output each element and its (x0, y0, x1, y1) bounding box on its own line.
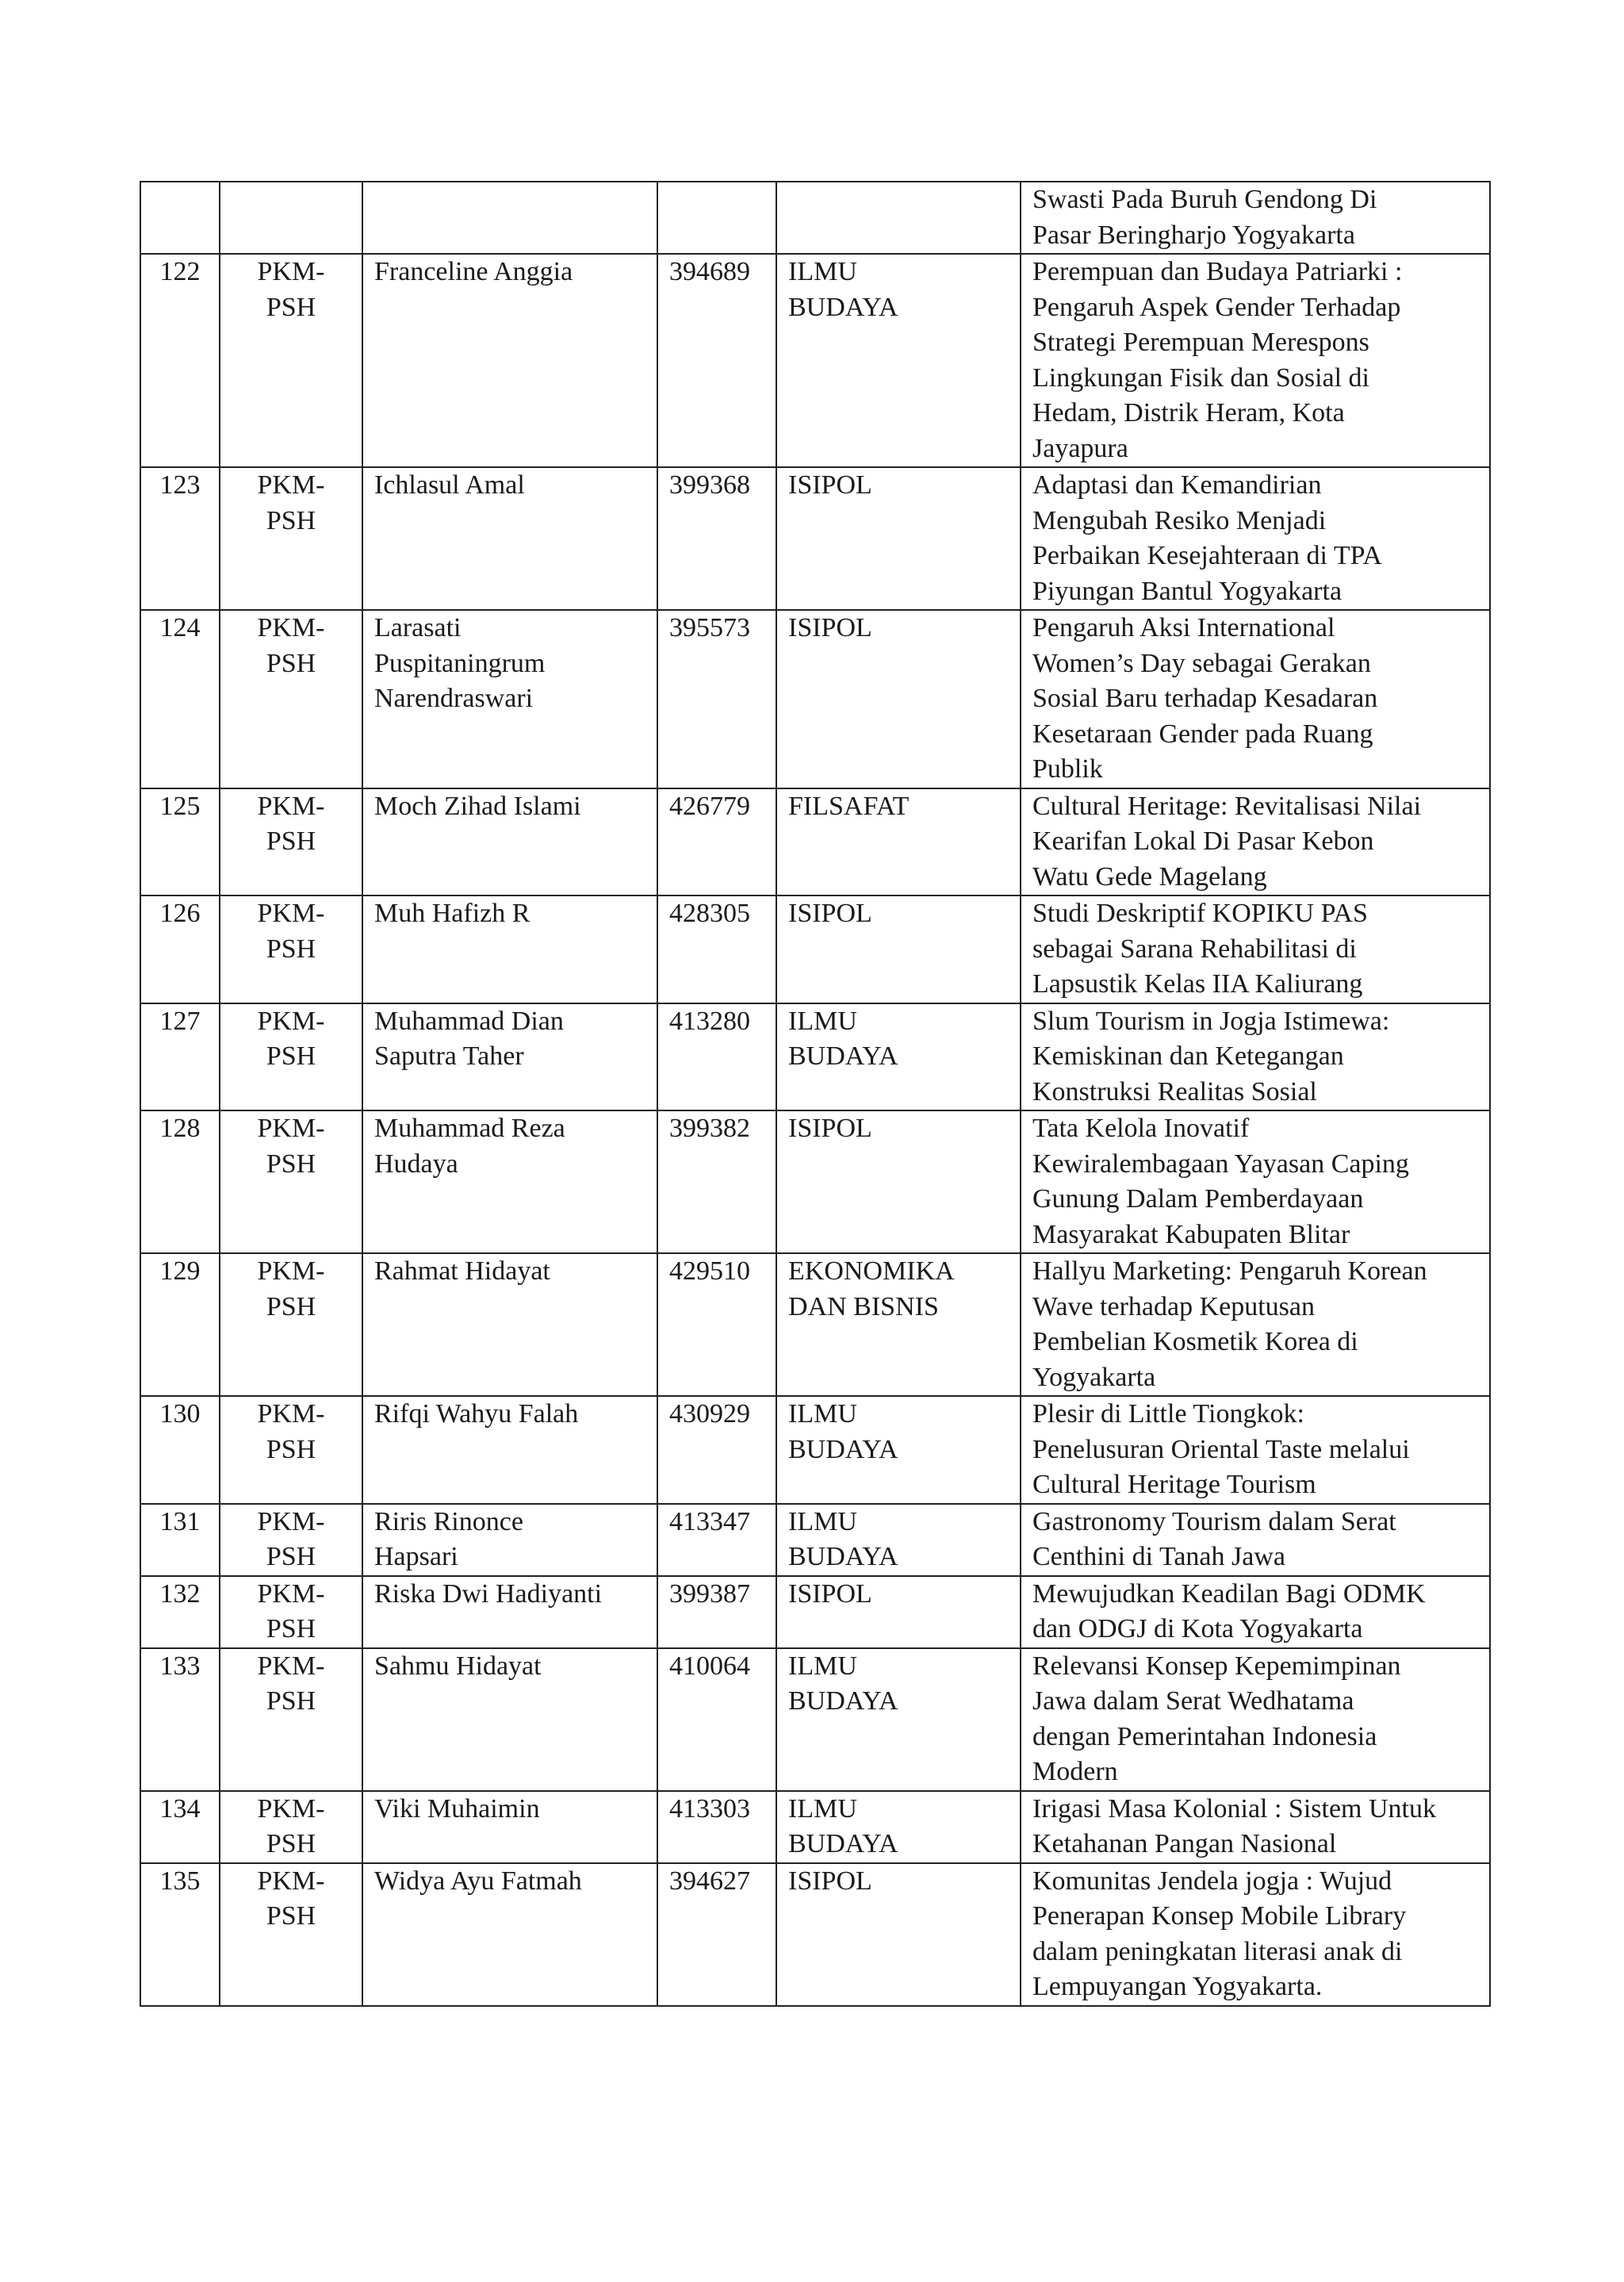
faculty-cell: ILMU BUDAYA (776, 1648, 1021, 1791)
proposal-title-cell: Adaptasi dan Kemandirian Mengubah Resiko Menjadi Perbaikan Kesejahteraan di TPA Piyungan Bantul Yogyakarta (1021, 467, 1490, 610)
row-number-cell: 124 (140, 610, 220, 788)
student-id-cell: 428305 (657, 896, 776, 1003)
table-row (140, 182, 1490, 254)
faculty-cell: ILMU BUDAYA (776, 1791, 1021, 1863)
student-name-cell: Ichlasul Amal (362, 467, 657, 610)
student-id-cell: 399382 (657, 1110, 776, 1253)
table-row (140, 1110, 1490, 1253)
student-id-cell (657, 182, 776, 254)
row-number-cell (140, 182, 220, 254)
table-row (140, 788, 1490, 896)
faculty-cell: ISIPOL (776, 1576, 1021, 1648)
row-number-cell: 123 (140, 467, 220, 610)
proposal-title-cell: Cultural Heritage: Revitalisasi Nilai Kearifan Lokal Di Pasar Kebon Watu Gede Magelang (1021, 788, 1490, 896)
table-row (140, 896, 1490, 1003)
scheme-cell: PKM- PSH (220, 1396, 362, 1504)
scheme-cell: PKM- PSH (220, 1791, 362, 1863)
row-number-cell: 125 (140, 788, 220, 896)
student-id-cell: 413347 (657, 1504, 776, 1576)
row-number-cell: 127 (140, 1003, 220, 1111)
scheme-cell: PKM- PSH (220, 1504, 362, 1576)
student-id-cell: 430929 (657, 1396, 776, 1504)
row-number-cell: 130 (140, 1396, 220, 1504)
student-name-cell: Moch Zihad Islami (362, 788, 657, 896)
faculty-cell: ISIPOL (776, 1110, 1021, 1253)
table-row (140, 467, 1490, 610)
student-id-cell: 399387 (657, 1576, 776, 1648)
student-id-cell: 399368 (657, 467, 776, 610)
student-id-cell: 394689 (657, 254, 776, 467)
student-id-cell: 394627 (657, 1863, 776, 2006)
student-name-cell: Muhammad Dian Saputra Taher (362, 1003, 657, 1111)
faculty-cell: ISIPOL (776, 1863, 1021, 2006)
proposal-title-cell: Plesir di Little Tiongkok: Penelusuran Oriental Taste melalui Cultural Heritage Tourism (1021, 1396, 1490, 1504)
student-name-cell: Rahmat Hidayat (362, 1253, 657, 1396)
faculty-cell: ISIPOL (776, 896, 1021, 1003)
faculty-cell: ILMU BUDAYA (776, 1003, 1021, 1111)
scheme-cell (220, 182, 362, 254)
proposal-title-cell: Mewujudkan Keadilan Bagi ODMK dan ODGJ di Kota Yogyakarta (1021, 1576, 1490, 1648)
proposal-title-cell: Irigasi Masa Kolonial : Sistem Untuk Ketahanan Pangan Nasional (1021, 1791, 1490, 1863)
scheme-cell: PKM- PSH (220, 1863, 362, 2006)
student-id-cell: 395573 (657, 610, 776, 788)
student-name-cell (362, 182, 657, 254)
scheme-cell: PKM- PSH (220, 1576, 362, 1648)
student-id-cell: 413303 (657, 1791, 776, 1863)
scheme-cell: PKM- PSH (220, 896, 362, 1003)
student-name-cell: Larasati Puspitaningrum Narendraswari (362, 610, 657, 788)
student-name-cell: Muhammad Reza Hudaya (362, 1110, 657, 1253)
faculty-cell: ILMU BUDAYA (776, 1396, 1021, 1504)
faculty-cell: EKONOMIKA DAN BISNIS (776, 1253, 1021, 1396)
table-row (140, 1253, 1490, 1396)
student-name-cell: Widya Ayu Fatmah (362, 1863, 657, 2006)
row-number-cell: 131 (140, 1504, 220, 1576)
student-name-cell: Riska Dwi Hadiyanti (362, 1576, 657, 1648)
row-number-cell: 135 (140, 1863, 220, 2006)
scheme-cell: PKM- PSH (220, 1648, 362, 1791)
student-id-cell: 413280 (657, 1003, 776, 1111)
row-number-cell: 134 (140, 1791, 220, 1863)
table-row (140, 1863, 1490, 2006)
table-row (140, 254, 1490, 467)
student-id-cell: 426779 (657, 788, 776, 896)
table-row (140, 610, 1490, 788)
student-id-cell: 429510 (657, 1253, 776, 1396)
table-row (140, 1003, 1490, 1111)
row-number-cell: 122 (140, 254, 220, 467)
scheme-cell: PKM- PSH (220, 467, 362, 610)
proposal-title-cell: Studi Deskriptif KOPIKU PAS sebagai Sarana Rehabilitasi di Lapsustik Kelas IIA Kaliurang (1021, 896, 1490, 1003)
scheme-cell: PKM- PSH (220, 610, 362, 788)
scheme-cell: PKM- PSH (220, 1253, 362, 1396)
student-name-cell: Franceline Anggia (362, 254, 657, 467)
table-row (140, 1791, 1490, 1863)
row-number-cell: 128 (140, 1110, 220, 1253)
row-number-cell: 129 (140, 1253, 220, 1396)
faculty-cell (776, 182, 1021, 254)
scheme-cell: PKM- PSH (220, 788, 362, 896)
participants-table-body (140, 182, 1490, 2006)
proposal-title-cell: Pengaruh Aksi International Women’s Day sebagai Gerakan Sosial Baru terhadap Kesadaran Kesetaraan Gender pada Ruang Publik (1021, 610, 1490, 788)
row-number-cell: 126 (140, 896, 220, 1003)
proposal-title-cell: Swasti Pada Buruh Gendong Di Pasar Beringharjo Yogyakarta (1021, 182, 1490, 254)
faculty-cell: ILMU BUDAYA (776, 1504, 1021, 1576)
faculty-cell: FILSAFAT (776, 788, 1021, 896)
proposal-title-cell: Slum Tourism in Jogja Istimewa: Kemiskinan dan Ketegangan Konstruksi Realitas Sosial (1021, 1003, 1490, 1111)
student-name-cell: Viki Muhaimin (362, 1791, 657, 1863)
student-name-cell: Sahmu Hidayat (362, 1648, 657, 1791)
faculty-cell: ISIPOL (776, 610, 1021, 788)
row-number-cell: 133 (140, 1648, 220, 1791)
scheme-cell: PKM- PSH (220, 1003, 362, 1111)
proposal-title-cell: Tata Kelola Inovatif Kewiralembagaan Yayasan Caping Gunung Dalam Pemberdayaan Masyarakat Kabupaten Blitar (1021, 1110, 1490, 1253)
table-row (140, 1504, 1490, 1576)
student-name-cell: Muh Hafizh R (362, 896, 657, 1003)
table-row (140, 1648, 1490, 1791)
proposal-title-cell: Komunitas Jendela jogja : Wujud Penerapan Konsep Mobile Library dalam peningkatan literasi anak di Lempuyangan Yogyakarta. (1021, 1863, 1490, 2006)
table-row (140, 1576, 1490, 1648)
proposal-title-cell: Hallyu Marketing: Pengaruh Korean Wave terhadap Keputusan Pembelian Kosmetik Korea di Yogyakarta (1021, 1253, 1490, 1396)
faculty-cell: ILMU BUDAYA (776, 254, 1021, 467)
student-name-cell: Riris Rinonce Hapsari (362, 1504, 657, 1576)
proposal-title-cell: Perempuan dan Budaya Patriarki : Pengaruh Aspek Gender Terhadap Strategi Perempuan Merespons Lingkungan Fisik dan Sosial di Hedam, Distrik Heram, Kota Jayapura (1021, 254, 1490, 467)
faculty-cell: ISIPOL (776, 467, 1021, 610)
scheme-cell: PKM- PSH (220, 254, 362, 467)
student-name-cell: Rifqi Wahyu Falah (362, 1396, 657, 1504)
document-table-wrapper (140, 181, 1489, 2007)
proposal-title-cell: Gastronomy Tourism dalam Serat Centhini di Tanah Jawa (1021, 1504, 1490, 1576)
proposal-title-cell: Relevansi Konsep Kepemimpinan Jawa dalam Serat Wedhatama dengan Pemerintahan Indonesia Modern (1021, 1648, 1490, 1791)
row-number-cell: 132 (140, 1576, 220, 1648)
student-id-cell: 410064 (657, 1648, 776, 1791)
scheme-cell: PKM- PSH (220, 1110, 362, 1253)
table-row (140, 1396, 1490, 1504)
participants-table (140, 181, 1491, 2007)
